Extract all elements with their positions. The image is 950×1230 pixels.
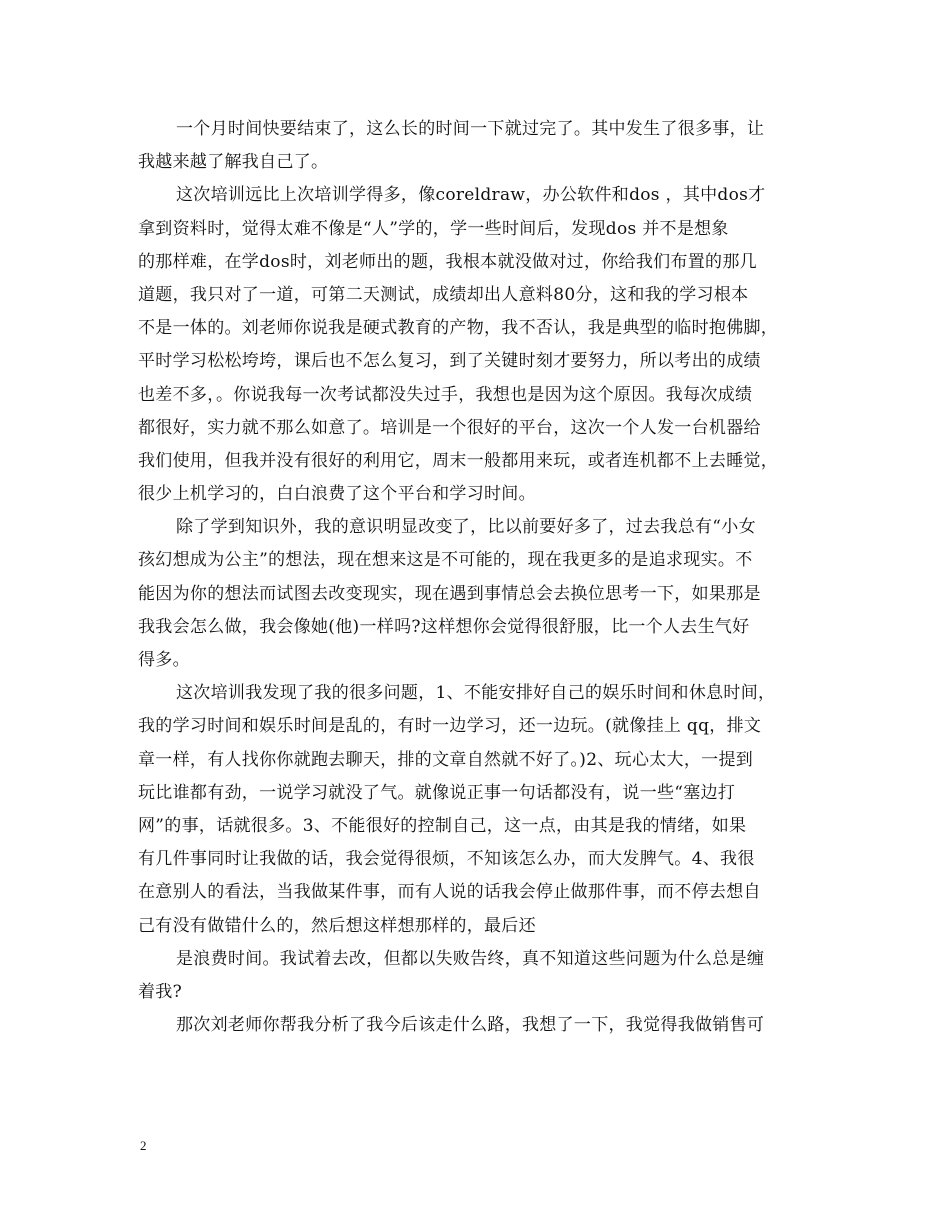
text-line: 不是一体的。刘老师你说我是硬式教育的产物，我不否认，我是典型的临时抱佛脚， (138, 318, 779, 339)
text-line: 很少上机学习的，白白浪费了这个平台和学习时间。 (138, 484, 536, 505)
text-line: 网”的事，话就很多。3、不能很好的控制自己，这一点，由其是我的情绪，如果 (138, 815, 747, 836)
text-line: 的那样难，在学dos时，刘老师出的题，我根本就没做对过，你给我们布置的那几 (138, 251, 757, 272)
text-line: 在意别人的看法，当我做某件事，而有人说的话我会停止做那件事，而不停去想自 (138, 882, 761, 903)
text-line: 我的学习时间和娱乐时间是乱的，有时一边学习，还一边玩。(就像挂上 qq，排文 (138, 716, 762, 737)
document-body (138, 113, 818, 1042)
text-line: 我越来越了解我自己了。 (138, 152, 329, 173)
text-line: 拿到资料时，觉得太难不像是“人”学的，学一些时间后，发现dos 并不是想象 (138, 218, 729, 239)
text-line: 章一样，有人找你你就跑去聊天，排的文章自然就不好了。)2、玩心太大，一提到 (138, 749, 754, 770)
text-line: 有几件事同时让我做的话，我会觉得很烦，不知该怎么办，而大发脾气。4、我很 (138, 849, 755, 870)
text-line: 一个月时间快要结束了，这么长的时间一下就过完了。其中发生了很多事，让 (176, 119, 765, 139)
text-line: 平时学习松松垮垮，课后也不怎么复习，到了关键时刻才要努力，所以考出的成绩 (138, 351, 761, 372)
text-line: 己有没有做错什么的，然后想这样想那样的，最后还 (138, 915, 536, 936)
text-line: 是浪费时间。我试着去改，但都以失败告终，真不知道这些问题为什么总是缠 (176, 948, 765, 969)
text-line: 道题，我只对了一道，可第二天测试，成绩却出人意料80分，这和我的学习根本 (138, 284, 749, 305)
text-line: 我们使用，但我并没有很好的利用它，周末一般都用来玩，或者连机都不上去睡觉， (138, 450, 779, 471)
text-line: 都很好，实力就不那么如意了。培训是一个很好的平台，这次一个人发一台机器给 (138, 417, 761, 438)
text-line: 这次培训远比上次培训学得多，像coreldraw，办公软件和dos ，其中dos才 (176, 185, 766, 206)
page-number: 2 (140, 1138, 147, 1153)
text-line: 也差不多，。你说我每一次考试都没失过手，我想也是因为这个原因。我每次成绩 (138, 384, 753, 405)
text-line: 孩幻想成为公主”的想法，现在想来这是不可能的，现在我更多的是追求现实。不 (138, 550, 753, 571)
text-line: 除了学到知识外，我的意识明显改变了，比以前要好多了，过去我总有“小女 (176, 517, 756, 538)
text-line: 能因为你的想法而试图去改变现实，现在遇到事情总会去换位思考一下，如果那是 (138, 583, 761, 604)
text-line: 那次刘老师你帮我分析了我今后该走什么路，我想了一下，我觉得我做销售可 (176, 1015, 765, 1036)
text-line: 我我会怎么做，我会像她(他)一样吗?这样想你会觉得很舒服，比一个人去生气好 (138, 616, 750, 637)
text-line: 着我? (138, 981, 183, 1002)
text-line: 得多。 (138, 650, 190, 670)
text-line: 这次培训我发现了我的很多问题，1、不能安排好自己的娱乐时间和休息时间， (176, 683, 776, 704)
text-line: 玩比谁都有劲，一说学习就没了气。就像说正事一句话都没有，说一些“塞边打 (138, 782, 736, 803)
